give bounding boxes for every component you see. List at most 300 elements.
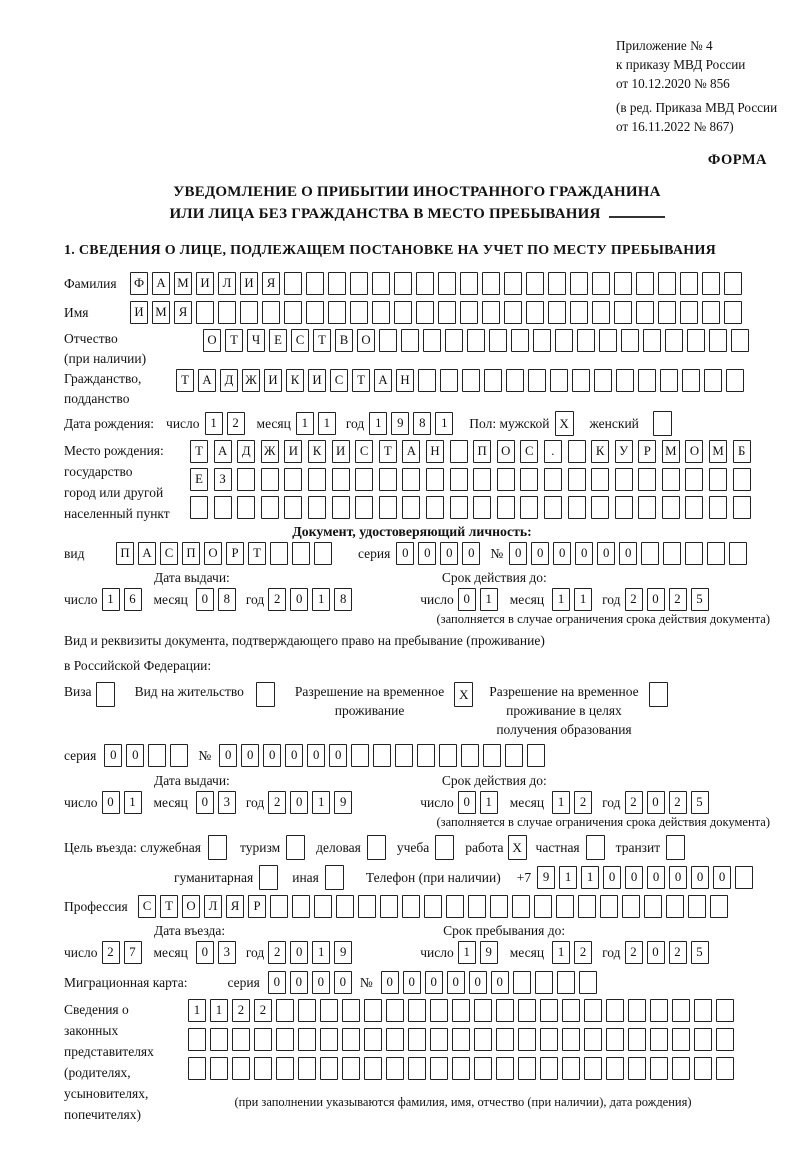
validity-note: (заполняется в случае ограничения срока действия документа) [436,815,770,829]
sex-male-label: Пол: мужской [469,415,550,431]
char-cell [556,895,574,918]
name-label: Имя [64,304,89,320]
forma-label: ФОРМА [707,152,767,168]
char-cell: А [402,440,420,463]
char-cell [688,895,706,918]
char-cell [284,496,302,519]
char-cell [672,1057,690,1080]
char-cell [276,1028,294,1051]
entry-purpose-row [64,835,800,860]
permit-issue-month-cells [196,791,240,814]
appendix-line: к приказу МВД России [616,57,746,72]
char-cell [474,999,492,1022]
char-cell [402,496,420,519]
char-cell: И [308,369,326,392]
permit-number-cells [219,744,549,767]
char-cell: 1 [574,588,592,611]
char-cell: М [152,301,170,324]
patronymic-cells [203,329,753,352]
char-cell: 0 [647,588,665,611]
char-cell [474,1057,492,1080]
char-cell: 0 [263,744,281,767]
permit-dates-row [64,791,800,814]
char-cell: Ж [242,369,260,392]
char-cell [731,329,749,352]
char-cell [533,329,551,352]
char-cell [594,369,612,392]
birth-date-row [64,411,800,436]
char-cell [621,329,639,352]
char-cell: 0 [469,971,487,994]
char-cell: В [335,329,353,352]
char-cell [416,301,434,324]
char-cell [452,999,470,1022]
char-cell: 3 [218,791,236,814]
char-cell: М [709,440,727,463]
char-cell [513,971,531,994]
char-cell [512,895,530,918]
char-cell: И [130,301,148,324]
permit-valid-year-cells [625,791,713,814]
char-cell [724,301,742,324]
char-cell [504,272,522,295]
char-cell [430,999,448,1022]
char-cell: М [174,272,192,295]
sex-female-label: женский [589,415,639,431]
work-label: работа [465,839,504,855]
char-cell: 0 [647,866,665,889]
phone-cells [537,866,757,889]
form-title-line2: ИЛИ ЛИЦА БЕЗ ГРАЖДАНСТВА В МЕСТО ПРЕБЫВАНИЯ [64,203,770,225]
char-cell: 0 [268,971,286,994]
char-cell [440,369,458,392]
char-cell [474,1028,492,1051]
char-cell [355,496,373,519]
char-cell [548,301,566,324]
profession-label: Профессия [64,898,128,914]
char-cell: С [355,440,373,463]
char-cell: 1 [559,866,577,889]
birthplace-label-line: населенный пункт [64,506,170,521]
char-cell: 2 [268,941,286,964]
char-cell: О [685,440,703,463]
char-cell: 0 [381,971,399,994]
char-cell [724,272,742,295]
char-cell: Ж [261,440,279,463]
visa-label: Виза [64,684,92,699]
char-cell: 8 [334,588,352,611]
issue-date-label: Дата выдачи: [154,570,230,585]
purpose-label: Цель въезда: служебная [64,839,201,855]
char-cell [240,301,258,324]
char-cell [591,468,609,491]
char-cell [320,1057,338,1080]
char-cell: 0 [603,866,621,889]
transit-label: транзит [615,839,661,855]
char-cell: С [138,895,156,918]
month-label: месяц [509,591,545,607]
representatives-label-line: представителях [64,1044,154,1059]
entry-month-cells [196,941,240,964]
edu-permit-label-line: проживание в целях [506,703,622,718]
char-cell: И [196,272,214,295]
year-label: год [245,944,265,960]
char-cell [261,496,279,519]
char-cell: 0 [285,744,303,767]
char-cell: 2 [102,941,120,964]
char-cell: 0 [458,791,476,814]
char-cell [658,301,676,324]
char-cell: Т [225,329,243,352]
char-cell [562,999,580,1022]
doc-number-cells [509,542,751,565]
char-cell [599,329,617,352]
month-label: месяц [256,415,291,431]
char-cell [540,1028,558,1051]
phone-prefix: +7 [516,869,532,885]
char-cell [702,301,720,324]
identity-doc-heading: Документ, удостоверяющий личность: [292,524,532,539]
char-cell: 0 [290,588,308,611]
char-cell: А [214,440,232,463]
char-cell [416,272,434,295]
day-label: число [166,415,200,431]
visa-checkbox [96,682,115,707]
birthplace-label [64,440,190,524]
char-cell [214,496,232,519]
char-cell [426,468,444,491]
birth-month-cells [296,412,340,435]
permit-series-label: серия [64,747,97,763]
migration-card-row [64,971,800,994]
char-cell [254,1057,272,1080]
char-cell: 0 [126,744,144,767]
char-cell [704,369,722,392]
char-cell [332,496,350,519]
char-cell [680,301,698,324]
char-cell: 1 [210,999,228,1022]
temp-permit-checkbox: X [454,682,473,707]
permit-issue-year-cells [268,791,356,814]
char-cell [638,468,656,491]
humanitarian-label: гуманитарная [174,869,254,885]
official-checkbox [208,835,227,860]
permit-valid-month-cells [552,791,596,814]
char-cell [237,496,255,519]
purpose-second-row [64,865,800,890]
char-cell: С [520,440,538,463]
char-cell: З [214,468,232,491]
char-cell: 9 [537,866,555,889]
char-cell: 0 [196,791,214,814]
female-checkbox [653,411,672,436]
char-cell: Р [226,542,244,565]
char-cell [555,329,573,352]
char-cell: А [374,369,392,392]
form-title [64,181,800,225]
char-cell: Т [176,369,194,392]
char-cell: 1 [581,866,599,889]
char-cell [386,999,404,1022]
char-cell [636,272,654,295]
char-cell: 0 [691,866,709,889]
char-cell [716,1057,734,1080]
char-cell [544,496,562,519]
char-cell [426,496,444,519]
char-cell [482,301,500,324]
birth-day-cells [205,412,249,435]
birthplace-block [64,440,800,524]
char-cell: 1 [369,412,387,435]
char-cell [716,999,734,1022]
char-cell [511,329,529,352]
section1-heading: 1. СВЕДЕНИЯ О ЛИЦЕ, ПОДЛЕЖАЩЕМ ПОСТАНОВКЕ НА УЧЕТ ПО МЕСТУ ПРЕБЫВАНИЯ [64,243,717,258]
char-cell [386,1057,404,1080]
char-cell [540,1057,558,1080]
char-cell [497,468,515,491]
identity-doc-row [64,542,800,565]
char-cell [568,440,586,463]
char-cell [528,369,546,392]
char-cell [496,1057,514,1080]
char-cell [394,272,412,295]
doc-series-label: серия [358,545,391,561]
day-label: число [420,794,454,810]
char-cell [694,1028,712,1051]
permit-issue-day-cells [102,791,146,814]
month-label: месяц [509,944,545,960]
char-cell [702,272,720,295]
day-label: число [420,591,454,607]
char-cell: 1 [312,588,330,611]
char-cell [364,999,382,1022]
char-cell [306,272,324,295]
char-cell: Д [237,440,255,463]
char-cell [483,744,501,767]
patronymic-note: (при наличии) [64,351,147,366]
year-label: год [602,794,621,810]
business-label: деловая [316,839,361,855]
char-cell [709,496,727,519]
char-cell [662,468,680,491]
char-cell: К [591,440,609,463]
issue-date-label: Дата выдачи: [154,773,230,788]
char-cell: Т [190,440,208,463]
char-cell: 3 [218,941,236,964]
name-row [64,301,800,324]
char-cell [430,1028,448,1051]
char-cell [445,329,463,352]
char-cell [408,1028,426,1051]
char-cell [284,301,302,324]
birth-year-cells [369,412,457,435]
char-cell [298,1028,316,1051]
char-cell: 1 [124,791,142,814]
char-cell [473,468,491,491]
char-cell: И [332,440,350,463]
entry-dates-header [64,921,800,941]
char-cell [658,272,676,295]
residence-doc-line2: в Российской Федерации: [64,658,212,673]
char-cell [672,999,690,1022]
char-cell [402,895,420,918]
char-cell [417,744,435,767]
char-cell [650,999,668,1022]
char-cell [308,496,326,519]
char-cell [284,272,302,295]
char-cell [332,468,350,491]
char-cell [584,1028,602,1051]
char-cell: 0 [575,542,593,565]
temp-permit-label [295,682,444,720]
surname-label: Фамилия [64,275,117,291]
char-cell [401,329,419,352]
char-cell [535,971,553,994]
char-cell: Ч [247,329,265,352]
char-cell [579,971,597,994]
char-cell [342,1028,360,1051]
citizenship-cells [176,369,748,392]
char-cell: 0 [713,866,731,889]
char-cell [592,301,610,324]
char-cell [342,1057,360,1080]
year-label: год [602,591,621,607]
char-cell [424,895,442,918]
char-cell: 0 [647,791,665,814]
char-cell [614,272,632,295]
valid-until-label: Срок действия до: [441,570,547,585]
char-cell [672,1028,690,1051]
char-cell: 2 [232,999,250,1022]
char-cell: И [264,369,282,392]
permit-series-row [64,744,800,767]
char-cell: Л [218,272,236,295]
char-cell: 0 [509,542,527,565]
edu-permit-label-line: получения образования [496,722,632,737]
representatives-label-line: (родителях, [64,1065,131,1080]
char-cell [452,1028,470,1051]
char-cell: Д [220,369,238,392]
char-cell: Т [379,440,397,463]
char-cell [520,468,538,491]
char-cell [557,971,575,994]
char-cell [328,272,346,295]
citizenship-label-line: подданство [64,391,130,406]
char-cell: 2 [268,791,286,814]
char-cell: 2 [625,791,643,814]
char-cell: 1 [312,791,330,814]
char-cell [638,369,656,392]
char-cell [196,301,214,324]
char-cell [270,895,288,918]
birth-date-label: Дата рождения: [64,415,155,431]
char-cell: 0 [491,971,509,994]
char-cell: С [160,542,178,565]
appendix-line: Приложение № 4 [616,38,713,53]
profession-cells [138,895,732,918]
char-cell [685,496,703,519]
char-cell: 0 [241,744,259,767]
char-cell [680,272,698,295]
char-cell [694,999,712,1022]
entry-year-cells [268,941,356,964]
char-cell [615,496,633,519]
patronymic-label [64,329,203,369]
char-cell [570,272,588,295]
month-label: месяц [153,591,188,607]
male-checkbox: X [555,411,574,436]
char-cell [710,895,728,918]
char-cell [218,301,236,324]
char-cell [518,1028,536,1051]
char-cell [438,272,456,295]
char-cell [489,329,507,352]
entry-date-label: Дата въезда: [154,923,226,938]
char-cell [188,1028,206,1051]
char-cell [461,744,479,767]
char-cell: 0 [462,542,480,565]
residence-doc-line1: Вид и реквизиты документа, подтверждающего право на пребывание (проживание) [64,633,545,648]
char-cell [578,895,596,918]
doc-kind-label: вид [64,545,85,561]
char-cell: 0 [307,744,325,767]
char-cell [379,468,397,491]
char-cell: Р [248,895,266,918]
char-cell [577,329,595,352]
char-cell: С [291,329,309,352]
char-cell: И [240,272,258,295]
char-cell [462,369,480,392]
char-cell [666,895,684,918]
char-cell: 0 [458,588,476,611]
char-cell [170,744,188,767]
char-cell [342,999,360,1022]
char-cell [430,1057,448,1080]
char-cell: 1 [296,412,314,435]
private-label: частная [535,839,580,855]
char-cell: 0 [290,971,308,994]
doc-issue-month-cells [196,588,240,611]
doc-kind-cells [116,542,336,565]
char-cell [534,895,552,918]
representatives-label-line: законных [64,1023,119,1038]
char-cell [527,744,545,767]
day-label: число [64,794,98,810]
profession-row [64,895,800,918]
char-cell: 0 [425,971,443,994]
char-cell [518,1057,536,1080]
permit-dates-header [64,771,800,791]
char-cell [460,301,478,324]
char-cell [450,496,468,519]
representatives-cells-row3 [188,1057,738,1080]
char-cell: 2 [227,412,245,435]
char-cell [568,468,586,491]
char-cell: Н [396,369,414,392]
char-cell [544,468,562,491]
char-cell [355,468,373,491]
char-cell: 5 [691,791,709,814]
surname-cells [130,272,746,295]
char-cell [306,301,324,324]
char-cell: 0 [440,542,458,565]
study-label: учеба [396,839,430,855]
residence-doc-types-row [64,682,800,739]
char-cell [373,744,391,767]
char-cell [394,301,412,324]
char-cell [735,866,753,889]
patronymic-label-line: Отчество [64,331,118,346]
